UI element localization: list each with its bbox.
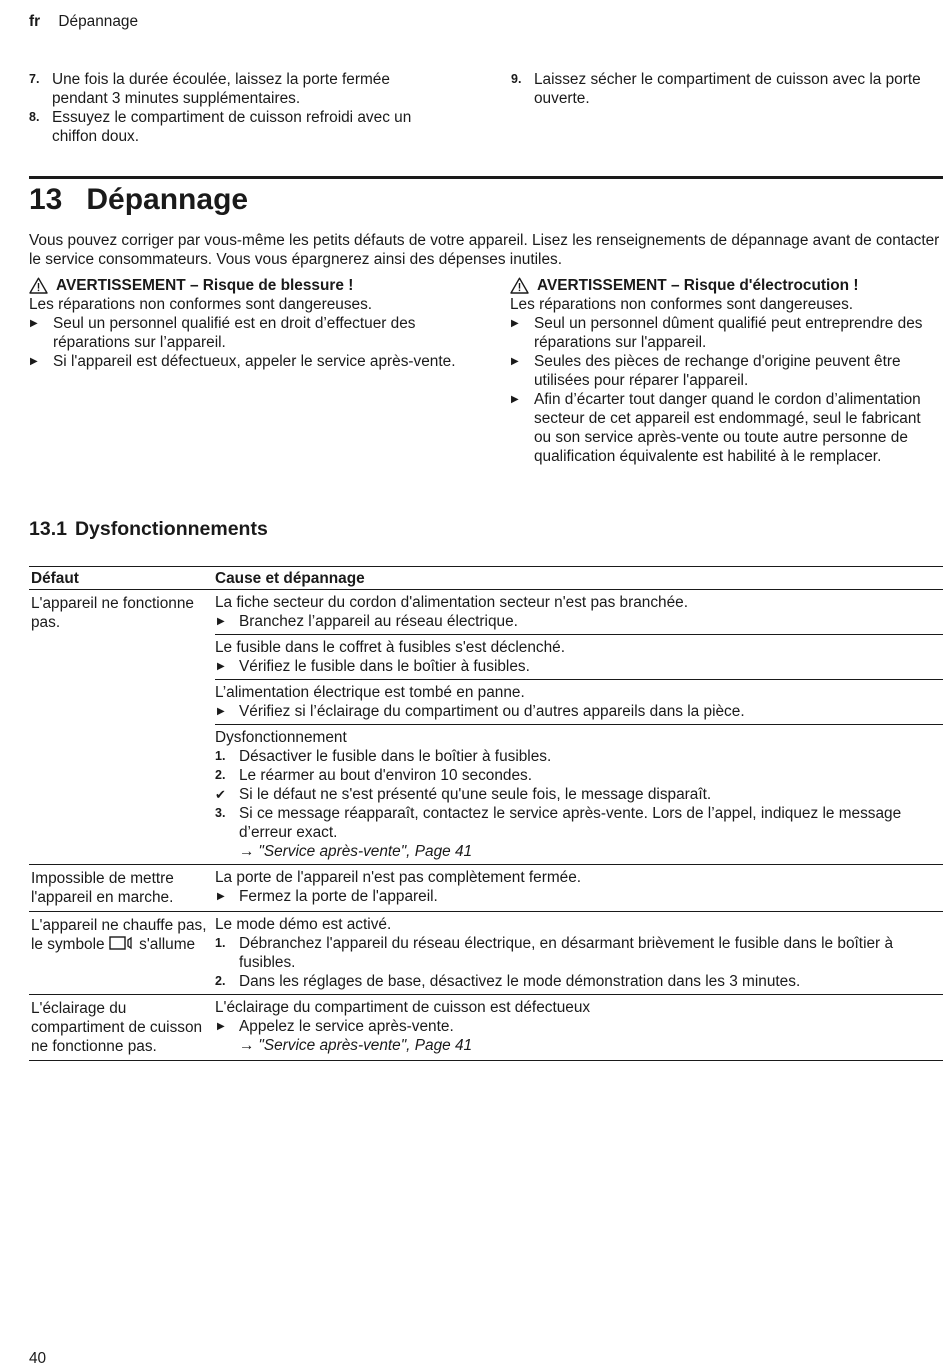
- fault-cell: L'éclairage du compartiment de cuisson ne fonctionne pas.: [31, 1000, 203, 1055]
- cross-reference-link[interactable]: [215, 842, 943, 861]
- bullet-arrow-icon: ▶: [511, 318, 519, 329]
- table-row: [29, 590, 943, 865]
- chapter-title: Dépannage: [86, 183, 249, 216]
- step-line: [215, 804, 943, 842]
- table-header-row: [29, 567, 943, 589]
- action-text: Vérifiez si l’éclairage du compartiment ou d’autres appareils dans la pièce.: [239, 703, 745, 720]
- cross-reference-text: "Service après-vente", Page 41: [258, 843, 473, 860]
- arrow-right-icon: →: [239, 1037, 255, 1054]
- step-text: Le réarmer au bout d'environ 10 secondes.: [239, 767, 532, 784]
- result-line: [215, 785, 943, 804]
- bullet-arrow-icon: ▶: [30, 318, 38, 329]
- warning-text: Les réparations non conformes sont dangereuses.: [510, 296, 854, 313]
- warning-bullet: [29, 352, 459, 371]
- warning-bullet: [510, 352, 940, 390]
- bullet-arrow-icon: ▶: [511, 356, 519, 367]
- section-title: Dysfonctionnements: [74, 518, 268, 540]
- cause-block: [215, 634, 943, 679]
- warning-title: [510, 276, 940, 295]
- bullet-text: Seul un personnel dûment qualifié peut entreprendre des réparations sur l'appareil.: [534, 315, 923, 351]
- bullet-text: Si l'appareil est défectueux, appeler le service après-vente.: [53, 353, 456, 370]
- arrow-right-icon: →: [239, 843, 255, 860]
- cause-block: [215, 995, 943, 1058]
- action-text: Branchez l’appareil au réseau électrique.: [239, 613, 518, 630]
- cause-block: [215, 590, 943, 634]
- step-number: 1.: [215, 936, 226, 950]
- cause-text: L'éclairage du compartiment de cuisson est défectueux: [215, 999, 591, 1016]
- step-text: Essuyez le compartiment de cuisson refroidi avec un chiffon doux.: [52, 109, 412, 145]
- action-text: Fermez la porte de l'appareil.: [239, 888, 438, 905]
- warning-bullet: [510, 314, 940, 352]
- step-text: Une fois la durée écoulée, laissez la porte fermée pendant 3 minutes supplémentaires.: [52, 71, 390, 107]
- action-arrow-icon: ▶: [217, 616, 225, 627]
- step-8: [29, 108, 449, 146]
- cause-text: La porte de l'appareil n'est pas complètement fermée.: [215, 869, 582, 886]
- table-row: [29, 912, 943, 995]
- bullet-text: Seul un personnel qualifié est en droit d’effectuer des réparations sur l’appareil.: [53, 315, 416, 351]
- bullet-text: Seules des pièces de rechange d'origine peuvent être utilisées pour réparer l'appareil.: [534, 353, 901, 389]
- cause-text: Dysfonctionnement: [215, 729, 347, 746]
- step-number: 7.: [29, 72, 40, 86]
- fault-cell: L'appareil ne fonctionne pas.: [31, 595, 194, 631]
- chapter-heading: [29, 181, 248, 219]
- step-line: [215, 747, 943, 766]
- cause-cell: [215, 995, 943, 1060]
- warning-triangle-icon: [29, 277, 48, 294]
- bullet-arrow-icon: ▶: [511, 394, 519, 405]
- step-text: Débranchez l'appareil du réseau électrique, en désarmant brièvement le fusible dans le boîtier à fusibles.: [239, 935, 894, 971]
- troubleshooting-table: [29, 566, 943, 1061]
- steps-continued-right: [511, 70, 941, 108]
- warning-bullet: [510, 390, 940, 466]
- step-text: Laissez sécher le compartiment de cuisson avec la porte ouverte.: [534, 71, 921, 107]
- step-number: 9.: [511, 72, 522, 86]
- table-row: [29, 995, 943, 1061]
- fault-text: s'allume: [139, 936, 196, 953]
- action-arrow-icon: ▶: [217, 891, 225, 902]
- action-line: [215, 702, 943, 721]
- cause-cell: [215, 865, 943, 911]
- chapter-rule: [29, 176, 943, 179]
- bullet-arrow-icon: ▶: [30, 356, 38, 367]
- column-header-fault: Défaut: [31, 570, 79, 587]
- action-text: Vérifiez le fusible dans le boîtier à fusibles.: [239, 658, 530, 675]
- cause-text: Le fusible dans le coffret à fusibles s'est déclenché.: [215, 639, 566, 656]
- step-number: 8.: [29, 110, 40, 124]
- section-heading: [29, 516, 268, 542]
- action-text: Appelez le service après-vente.: [239, 1018, 454, 1035]
- step-line: [215, 972, 943, 991]
- cause-block: [215, 912, 943, 994]
- fault-text: L'appareil ne chauffe pas, le symbole: [31, 917, 207, 953]
- running-header-title: Dépannage: [58, 13, 138, 30]
- checkmark-icon: ✔: [215, 787, 226, 802]
- cross-reference-text: "Service après-vente", Page 41: [258, 1037, 473, 1054]
- fault-cell: Impossible de mettre l'appareil en marche.: [31, 870, 174, 906]
- action-line: [215, 1017, 943, 1036]
- language-code: fr: [29, 13, 41, 30]
- action-arrow-icon: ▶: [217, 661, 225, 672]
- fault-cell: [29, 912, 215, 994]
- table-row: [29, 865, 943, 912]
- step-line: [215, 766, 943, 785]
- action-arrow-icon: ▶: [217, 706, 225, 717]
- step-9: [511, 70, 941, 108]
- action-arrow-icon: ▶: [217, 1021, 225, 1032]
- step-number: 2.: [215, 974, 226, 988]
- step-text: Si ce message réapparaît, contactez le service après-vente. Lors de l’appel, indiquez le message d’erreur exact.: [239, 805, 902, 841]
- warning-title-text: AVERTISSEMENT – Risque de blessure !: [56, 277, 354, 294]
- warning-injury: [29, 276, 459, 371]
- section-number: 13.1: [29, 518, 67, 540]
- cross-reference-link[interactable]: [215, 1036, 943, 1055]
- running-header: [29, 12, 138, 31]
- page-number: 40: [29, 1350, 47, 1367]
- action-line: [215, 657, 943, 676]
- result-text: Si le défaut ne s'est présenté qu'une seule fois, le message disparaît.: [239, 786, 712, 803]
- action-line: [215, 887, 943, 906]
- step-7: [29, 70, 449, 108]
- warning-electrocution: [510, 276, 940, 466]
- step-number: 1.: [215, 749, 226, 763]
- intro-paragraph: Vous pouvez corriger par vous-même les petits défauts de votre appareil. Lisez les renseignements de dépannage avant de contacter le service consommateurs. Vous vous épargnerez ainsi des dépenses inutiles.: [29, 232, 940, 268]
- cause-cell: [215, 590, 943, 864]
- steps-continued-left: [29, 70, 449, 146]
- demo-mode-symbol-icon: [109, 936, 135, 951]
- action-line: [215, 612, 943, 631]
- cause-text: L’alimentation électrique est tombé en panne.: [215, 684, 525, 701]
- warning-triangle-icon: [510, 277, 529, 294]
- step-number: 3.: [215, 806, 226, 820]
- cause-text: La fiche secteur du cordon d'alimentation secteur n'est pas branchée.: [215, 594, 689, 611]
- warning-title-text: AVERTISSEMENT – Risque d'électrocution !: [537, 277, 859, 294]
- bullet-text: Afin d’écarter tout danger quand le cordon d’alimentation secteur de cet appareil est endommagé, seul le fabricant ou son service après-vente ou toute autre personne de qualification équivalente est habilité à le remplacer.: [534, 391, 921, 465]
- step-number: 2.: [215, 768, 226, 782]
- cause-block: [215, 724, 943, 864]
- cause-block: [215, 679, 943, 724]
- cause-text: Le mode démo est activé.: [215, 916, 392, 933]
- warning-text: Les réparations non conformes sont dangereuses.: [29, 296, 373, 313]
- warning-title: [29, 276, 459, 295]
- cause-block: [215, 865, 943, 909]
- step-text: Dans les réglages de base, désactivez le mode démonstration dans les 3 minutes.: [239, 973, 801, 990]
- cause-cell: [215, 912, 943, 994]
- step-text: Désactiver le fusible dans le boîtier à fusibles.: [239, 748, 552, 765]
- warning-bullet: [29, 314, 459, 352]
- step-line: [215, 934, 943, 972]
- chapter-number: 13: [29, 183, 63, 216]
- column-header-cause: Cause et dépannage: [215, 570, 365, 587]
